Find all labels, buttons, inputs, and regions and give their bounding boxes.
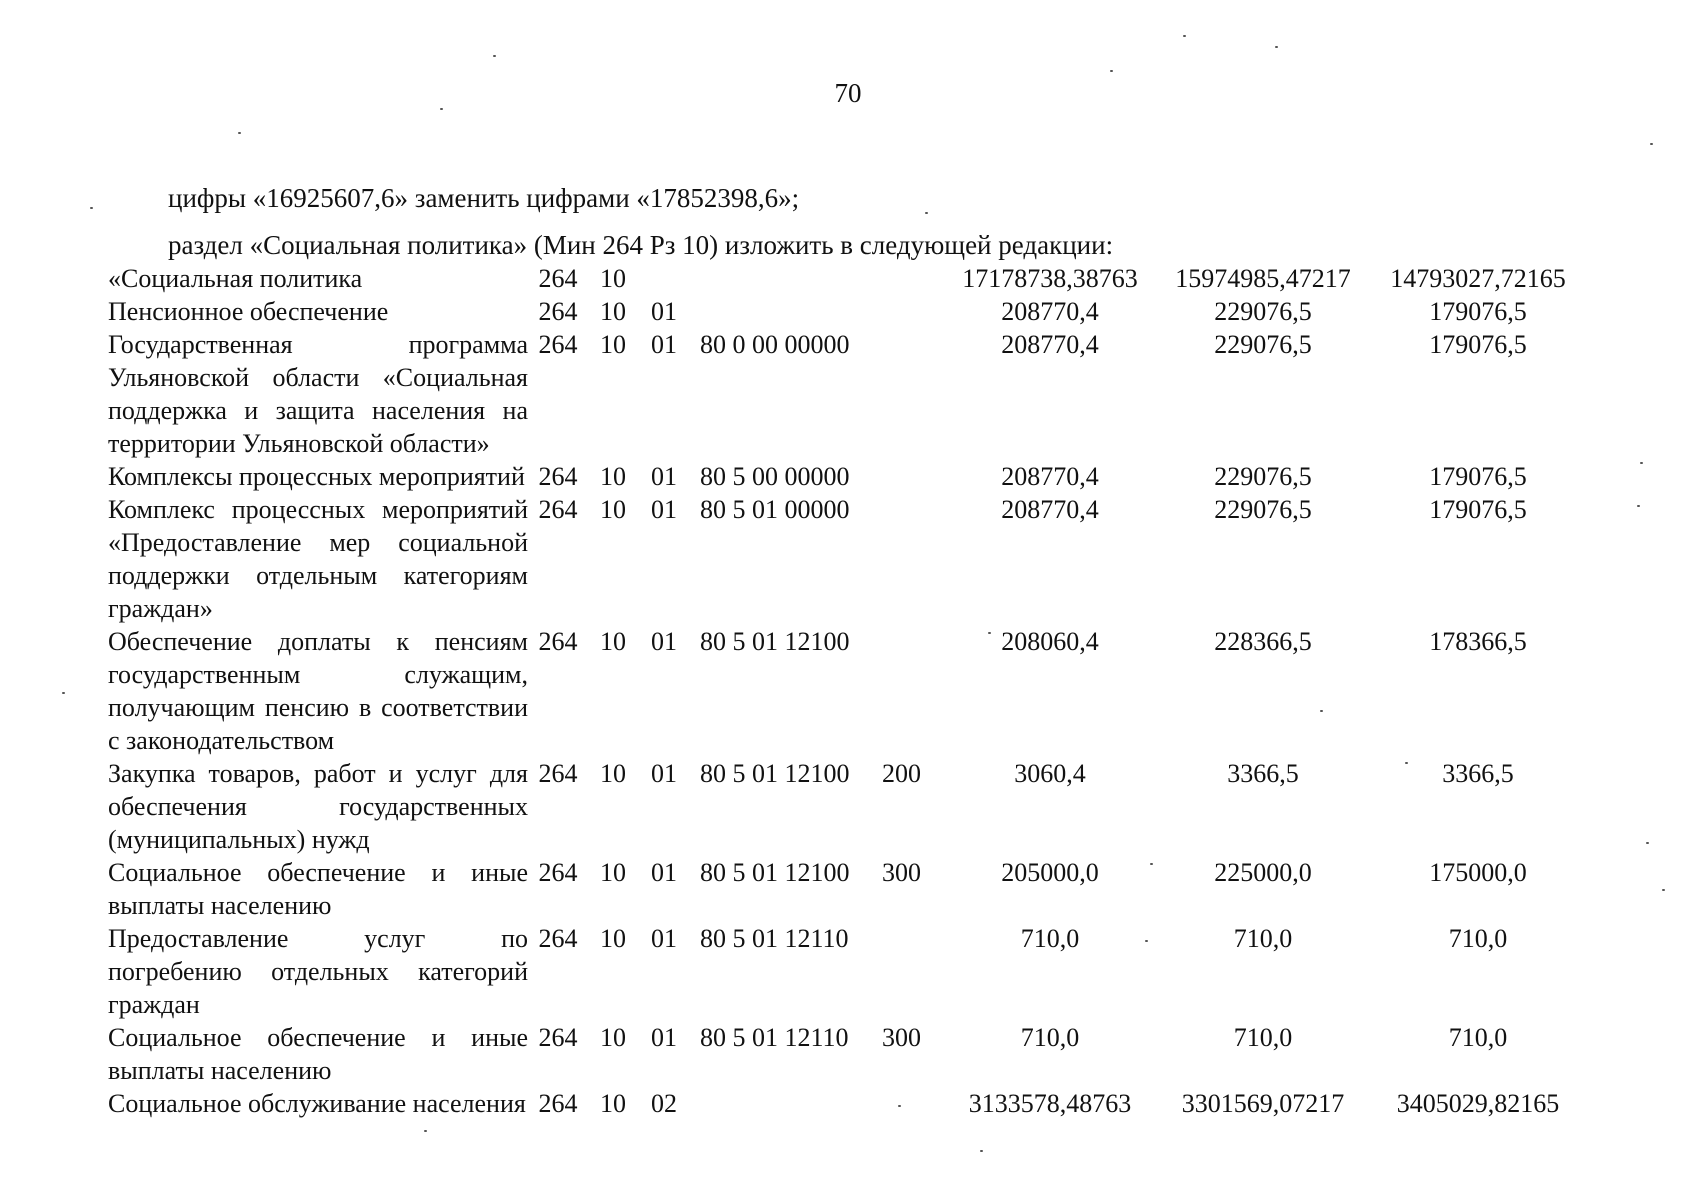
scan-speck	[1650, 143, 1653, 145]
row-target-item-code: 80 5 01 12100	[700, 759, 850, 788]
row-section-code: 10	[600, 297, 626, 326]
row-amount-year-2: 710,0	[1233, 1023, 1293, 1052]
scan-speck	[1110, 70, 1113, 72]
row-amount-year-3: 179076,5	[1429, 297, 1527, 326]
scan-speck	[424, 1130, 427, 1132]
row-ministry-code: 264	[538, 495, 578, 524]
row-expense-type-code: 200	[882, 759, 921, 788]
row-expense-type-code	[882, 328, 942, 460]
row-expense-type-code	[882, 922, 942, 1021]
row-amount-year-2: 228366,5	[1214, 627, 1312, 656]
row-amount-year-1: 208770,4	[1001, 495, 1099, 524]
row-ministry-code: 264	[538, 330, 578, 359]
row-target-item-code: 80 5 01 12100	[700, 627, 850, 656]
row-amount-year-2: 225000,0	[1214, 858, 1312, 887]
scan-speck	[440, 108, 443, 110]
row-expense-type-code	[882, 625, 942, 757]
row-section-code: 10	[600, 264, 626, 293]
row-target-item-code	[690, 295, 882, 328]
row-amount-year-1: 3060,4	[1014, 759, 1086, 788]
row-expense-type-code	[882, 1087, 942, 1120]
scan-speck	[1662, 889, 1665, 891]
row-ministry-code: 264	[538, 858, 578, 887]
row-section-code: 10	[600, 627, 626, 656]
row-amount-year-2: 15974985,47217	[1175, 264, 1351, 293]
scan-speck	[898, 1105, 901, 1107]
row-amount-year-1: 17178738,38763	[962, 264, 1138, 293]
row-name: «Социальная политика	[108, 264, 363, 293]
row-expense-type-code	[882, 493, 942, 625]
row-ministry-code: 264	[538, 627, 578, 656]
row-ministry-code: 264	[538, 264, 578, 293]
row-target-item-code: 80 5 00 00000	[700, 462, 850, 491]
row-section-code: 10	[600, 924, 626, 953]
intro-line-replacement: цифры «16925607,6» заменить цифрами «17852398,6»;	[168, 183, 800, 213]
table-row	[108, 625, 1588, 757]
row-amount-year-3: 175000,0	[1429, 858, 1527, 887]
table-row	[108, 1021, 1588, 1087]
row-target-item-code: 80 5 01 00000	[700, 495, 850, 524]
row-amount-year-3: 710,0	[1448, 924, 1508, 953]
row-amount-year-3: 14793027,72165	[1390, 264, 1566, 293]
row-amount-year-3: 710,0	[1448, 1023, 1508, 1052]
row-amount-year-3: 179076,5	[1429, 330, 1527, 359]
row-amount-year-3: 179076,5	[1429, 495, 1527, 524]
row-expense-type-code	[882, 295, 942, 328]
row-amount-year-1: 710,0	[1020, 924, 1080, 953]
row-amount-year-1: 208770,4	[1001, 462, 1099, 491]
row-subsection-code: 01	[651, 1023, 677, 1052]
row-amount-year-1: 205000,0	[1001, 858, 1099, 887]
row-section-code: 10	[600, 495, 626, 524]
row-target-item-code	[690, 262, 882, 295]
row-subsection-code: 01	[651, 495, 677, 524]
scan-speck	[62, 692, 65, 694]
row-section-code: 10	[600, 1023, 626, 1052]
row-expense-type-code: 300	[882, 1023, 921, 1052]
table-row	[108, 493, 1588, 625]
row-amount-year-2: 710,0	[1233, 924, 1293, 953]
row-amount-year-2: 3366,5	[1227, 759, 1299, 788]
table-row	[108, 856, 1588, 922]
scan-speck	[90, 207, 93, 209]
row-name: Пенсионное обеспечение	[108, 297, 389, 326]
row-section-code: 10	[600, 759, 626, 788]
table-row	[108, 295, 1588, 328]
table-row	[108, 1087, 1588, 1120]
table-row	[108, 460, 1588, 493]
scan-speck	[1320, 710, 1323, 712]
scan-speck	[1637, 505, 1640, 507]
row-name: Закупка товаров, работ и услуг для обеспечения государственных (муниципальных) нужд	[108, 759, 528, 854]
row-amount-year-1: 208770,4	[1001, 330, 1099, 359]
row-amount-year-1: 710,0	[1020, 1023, 1080, 1052]
row-name: Государственная программа Ульяновской области «Социальная поддержка и защита населения на территории Ульяновской области»	[108, 330, 528, 458]
row-name: Социальное обеспечение и иные выплаты населению	[108, 858, 528, 920]
table-row	[108, 328, 1588, 460]
row-amount-year-2: 229076,5	[1214, 462, 1312, 491]
row-amount-year-2: 229076,5	[1214, 495, 1312, 524]
row-expense-type-code	[882, 262, 942, 295]
scan-speck	[1405, 762, 1408, 764]
row-name: Социальное обслуживание населения	[108, 1089, 526, 1118]
row-amount-year-3: 178366,5	[1429, 627, 1527, 656]
scan-speck	[1150, 863, 1153, 865]
row-amount-year-1: 208770,4	[1001, 297, 1099, 326]
scan-speck	[980, 1150, 983, 1152]
scan-speck	[1640, 462, 1643, 464]
row-subsection-code: 01	[651, 462, 677, 491]
page-number: 70	[834, 78, 862, 108]
row-subsection-code: 01	[651, 297, 677, 326]
row-subsection-code: 01	[651, 924, 677, 953]
row-expense-type-code: 300	[882, 858, 921, 887]
row-target-item-code: 80 5 01 12110	[700, 1023, 849, 1052]
row-section-code: 10	[600, 462, 626, 491]
row-ministry-code: 264	[538, 924, 578, 953]
row-name: Предоставление услуг по погребению отдельных категорий граждан	[108, 924, 528, 1019]
row-amount-year-3: 3366,5	[1442, 759, 1514, 788]
row-amount-year-3: 179076,5	[1429, 462, 1527, 491]
intro-line-section: раздел «Социальная политика» (Мин 264 Рз 10) изложить в следующей редакции:	[168, 230, 1114, 260]
row-name: Комплексы процессных мероприятий	[108, 462, 525, 491]
table-row	[108, 262, 1588, 295]
row-amount-year-2: 229076,5	[1214, 330, 1312, 359]
row-amount-year-2: 229076,5	[1214, 297, 1312, 326]
row-subsection-code: 01	[651, 627, 677, 656]
table-row	[108, 757, 1588, 856]
row-subsection-code: 01	[651, 330, 677, 359]
scan-speck	[925, 212, 928, 214]
row-subsection-code: 01	[651, 858, 677, 887]
row-amount-year-3: 3405029,82165	[1396, 1089, 1560, 1118]
scan-speck	[238, 132, 241, 134]
row-subsection-code	[638, 262, 690, 295]
row-section-code: 10	[600, 1089, 626, 1118]
row-name: Социальное обеспечение и иные выплаты населению	[108, 1023, 528, 1085]
row-section-code: 10	[600, 330, 626, 359]
row-subsection-code: 02	[651, 1089, 677, 1118]
scan-speck	[988, 632, 991, 634]
row-ministry-code: 264	[538, 1023, 578, 1052]
row-expense-type-code	[882, 460, 942, 493]
row-amount-year-2: 3301569,07217	[1181, 1089, 1345, 1118]
row-name: Обеспечение доплаты к пенсиям государственным служащим, получающим пенсию в соответствии с законодательством	[108, 627, 528, 755]
budget-table	[108, 262, 1588, 1120]
scan-speck	[1646, 842, 1649, 844]
scan-speck	[1275, 46, 1278, 48]
row-ministry-code: 264	[538, 297, 578, 326]
row-section-code: 10	[600, 858, 626, 887]
row-amount-year-1: 208060,4	[1001, 627, 1099, 656]
scan-speck	[493, 55, 496, 57]
row-target-item-code: 80 5 01 12110	[700, 924, 849, 953]
scan-speck	[1145, 940, 1148, 942]
row-target-item-code	[690, 1087, 882, 1120]
row-name: Комплекс процессных мероприятий «Предоставление мер социальной поддержки отдельным категориям граждан»	[108, 495, 528, 623]
row-target-item-code: 80 5 01 12100	[700, 858, 850, 887]
row-ministry-code: 264	[538, 462, 578, 491]
table-row	[108, 922, 1588, 1021]
scan-speck	[1183, 35, 1186, 37]
row-amount-year-1: 3133578,48763	[968, 1089, 1132, 1118]
row-target-item-code: 80 0 00 00000	[700, 330, 850, 359]
row-ministry-code: 264	[538, 759, 578, 788]
row-ministry-code: 264	[538, 1089, 578, 1118]
row-subsection-code: 01	[651, 759, 677, 788]
